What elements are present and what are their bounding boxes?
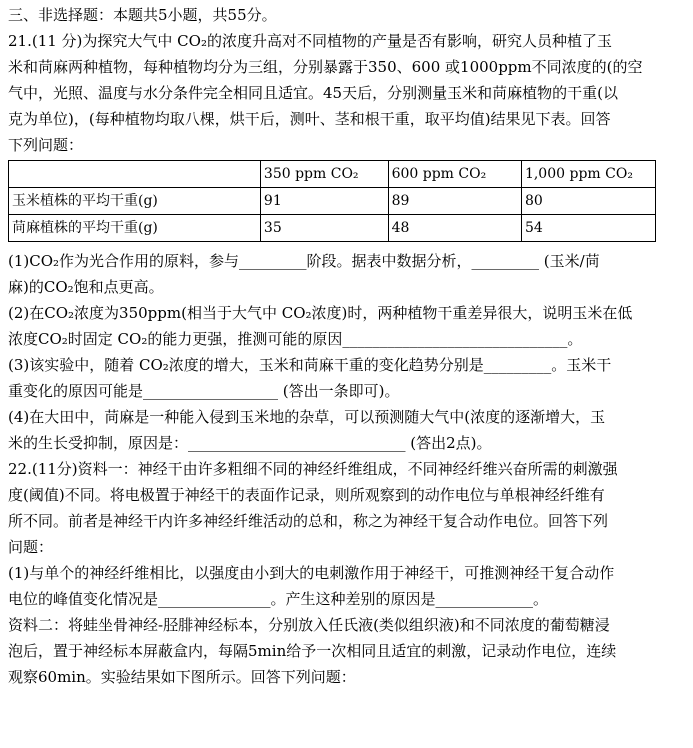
q22-line: 电位的峰值变化情况是_______________。产生这种差别的原因是_____________。 (8, 590, 549, 608)
table-header-cell: 600 ppm CO₂ (388, 161, 521, 188)
table-cell: 35 (260, 215, 388, 242)
table-cell: 苘麻植株的平均干重(g) (9, 215, 261, 242)
table-cell: 54 (521, 215, 655, 242)
table-header-cell: 350 ppm CO₂ (260, 161, 388, 188)
q21-subquestion-line: 米的生长受抑制，原因是：_____________________________ (答出2点)。 (8, 434, 492, 452)
q21-subquestion-line: 重变化的原因可能是__________________ (答出一条即可)。 (8, 382, 400, 400)
exam-page (8, 2, 688, 690)
table-cell: 玉米植株的平均干重(g) (9, 188, 261, 215)
table-header-cell: 1,000 ppm CO₂ (521, 161, 655, 188)
table-row (9, 188, 656, 215)
section-heading: 三、非选择题：本题共5小题，共55分。 (8, 6, 277, 24)
table-cell: 48 (388, 215, 521, 242)
q22-line: 度(阈值)不同。将电极置于神经干的表面作记录，则所观察到的动作电位与单根神经纤维有 (8, 486, 605, 504)
table-header-cell (9, 161, 261, 188)
question-22 (8, 456, 688, 690)
q21-subquestion-line: (1)CO₂作为光合作用的原料，参与_________阶段。据表中数据分析，_________ (玉米/苘 (8, 252, 600, 270)
q21-line: 21.(11 分)为探究大气中 CO₂的浓度升高对不同植物的产量是否有影响，研究人员种植了玉 (8, 32, 612, 50)
q22-line: 观察60min。实验结果如下图所示。回答下列问题： (8, 668, 356, 686)
table-cell: 80 (521, 188, 655, 215)
table-cell: 89 (388, 188, 521, 215)
table-cell: 91 (260, 188, 388, 215)
question-21 (8, 28, 688, 456)
q21-line: 米和苘麻两种植物，每种植物均分为三组，分别暴露于350、600 或1000ppm不同浓度的(的空 (8, 58, 643, 76)
q21-line: 气中，光照、温度与水分条件完全相同且适宜。45天后，分别测量玉米和苘麻植物的干重(以 (8, 84, 618, 102)
q21-subquestion-line: 浓度CO₂时固定 CO₂的能力更强，推测可能的原因______________________________。 (8, 330, 583, 348)
q22-line: 泡后，置于神经标本屏蔽盒内，每隔5min给予一次相同且适宜的刺激，记录动作电位，连续 (8, 642, 617, 660)
q21-subquestion-line: (2)在CO₂浓度为350ppm(相当于大气中 CO₂浓度)时，两种植物干重差异很大，说明玉米在低 (8, 304, 633, 322)
table-header-row (9, 161, 656, 188)
q21-subquestion-line: (3)该实验中，随着 CO₂浓度的增大，玉米和苘麻干重的变化趋势分别是_________。玉米干 (8, 356, 612, 374)
q22-line: (1)与单个的神经纤维相比，以强度由小到大的电刺激作用于神经干，可推测神经干复合动作 (8, 564, 615, 582)
q21-subquestion-line: 麻)的CO₂饱和点更高。 (8, 278, 164, 296)
q21-line: 下列问题： (8, 136, 84, 154)
q21-subquestion-line: (4)在大田中，苘麻是一种能入侵到玉米地的杂草，可以预测随大气中(浓度的逐渐增大，玉 (8, 408, 606, 426)
q22-line: 所不同。前者是神经干内许多神经纤维活动的总和，称之为神经干复合动作电位。回答下列 (8, 512, 609, 530)
q22-line: 资料二：将蛙坐骨神经-胫腓神经标本，分别放入任氏液(类似组织液)和不同浓度的葡萄糖浸 (8, 616, 610, 634)
dry-weight-table (8, 160, 656, 242)
table-row (9, 215, 656, 242)
q22-line: 22.(11分)资料一：神经干由许多粗细不同的神经纤维组成，不同神经纤维兴奋所需的刺激强 (8, 460, 618, 478)
q21-line: 克为单位)，(每种植物均取八棵，烘干后，测叶、茎和根干重，取平均值)结果见下表。回答 (8, 110, 611, 128)
q22-line: 问题： (8, 538, 54, 556)
